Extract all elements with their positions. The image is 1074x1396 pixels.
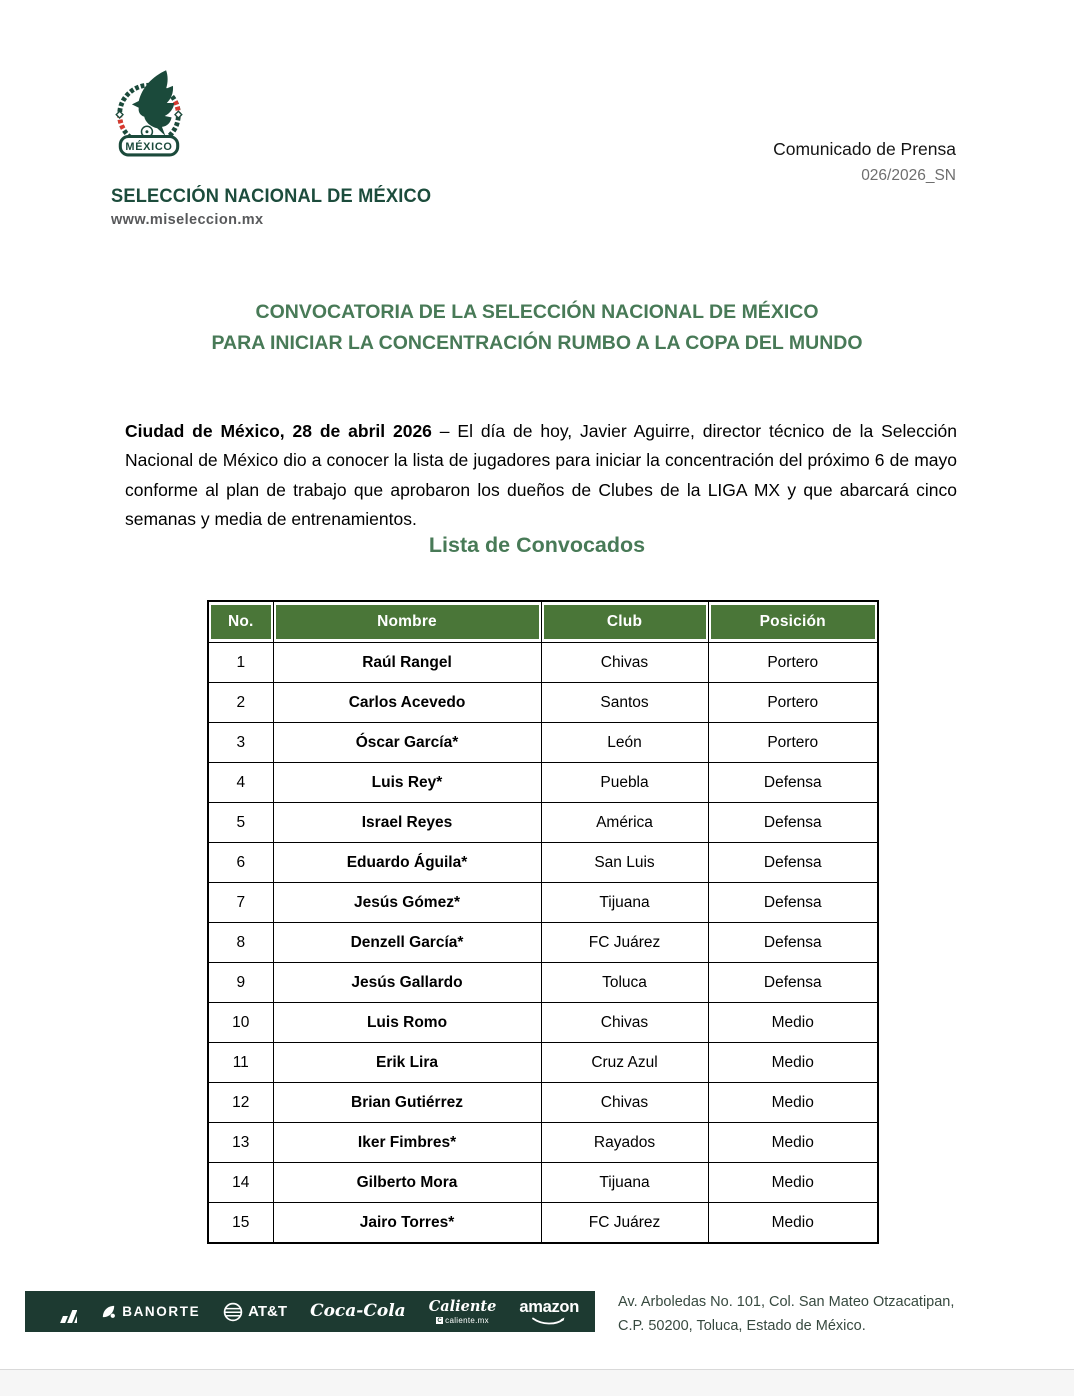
cell-club: Chivas <box>541 1003 708 1043</box>
col-header-posicion: Posición <box>708 601 878 643</box>
cell-nombre: Jairo Torres* <box>273 1203 541 1244</box>
cell-posicion: Medio <box>708 1003 878 1043</box>
table-row <box>208 1203 878 1244</box>
document-title <box>0 297 1074 359</box>
page-edge <box>0 1369 1074 1396</box>
adidas-logo <box>47 1301 77 1323</box>
squad-table <box>207 600 879 1244</box>
table-row <box>208 803 878 843</box>
cell-no: 7 <box>208 883 273 923</box>
dateline: Ciudad de México, 28 de abril 2026 <box>125 420 432 441</box>
cell-posicion: Portero <box>708 643 878 683</box>
col-header-club: Club <box>541 601 708 643</box>
logo-mexico-label: MÉXICO <box>125 140 173 153</box>
cell-posicion: Portero <box>708 683 878 723</box>
table-row <box>208 1123 878 1163</box>
cell-posicion: Portero <box>708 723 878 763</box>
press-release-number: 026/2026_SN <box>861 167 956 184</box>
table-row <box>208 1083 878 1123</box>
body-paragraph <box>125 417 957 535</box>
cell-nombre: Iker Fimbres* <box>273 1123 541 1163</box>
press-release-header <box>773 139 956 185</box>
cell-posicion: Defensa <box>708 803 878 843</box>
cell-no: 14 <box>208 1163 273 1203</box>
cell-no: 11 <box>208 1043 273 1083</box>
document-title-line2: PARA INICIAR LA CONCENTRACIÓN RUMBO A LA COPA DEL MUNDO <box>211 332 863 354</box>
cell-club: Chivas <box>541 1083 708 1123</box>
sponsor-bar <box>25 1291 595 1332</box>
caliente-script: Caliente <box>428 1298 497 1315</box>
coca-cola-script: Coca-Cola <box>310 1301 406 1321</box>
table-row <box>208 723 878 763</box>
cell-club: León <box>541 723 708 763</box>
att-globe-icon <box>223 1302 243 1322</box>
cell-nombre: Luis Romo <box>273 1003 541 1043</box>
cell-posicion: Medio <box>708 1203 878 1244</box>
table-row <box>208 1163 878 1203</box>
cell-club: FC Juárez <box>541 923 708 963</box>
cell-club: Toluca <box>541 963 708 1003</box>
cell-no: 5 <box>208 803 273 843</box>
amazon-logo <box>519 1298 579 1326</box>
cell-no: 13 <box>208 1123 273 1163</box>
cell-nombre: Denzell García* <box>273 923 541 963</box>
cell-no: 10 <box>208 1003 273 1043</box>
cell-no: 15 <box>208 1203 273 1244</box>
amazon-label: amazon <box>519 1297 579 1316</box>
address-line2: C.P. 50200, Toluca, Estado de México. <box>618 1317 866 1334</box>
cell-posicion: Defensa <box>708 763 878 803</box>
cell-no: 1 <box>208 643 273 683</box>
cell-nombre: Óscar García* <box>273 723 541 763</box>
att-label: AT&T <box>248 1303 288 1320</box>
cell-posicion: Defensa <box>708 963 878 1003</box>
cell-no: 2 <box>208 683 273 723</box>
cell-club: Tijuana <box>541 883 708 923</box>
cell-nombre: Luis Rey* <box>273 763 541 803</box>
table-row <box>208 763 878 803</box>
cell-posicion: Medio <box>708 1043 878 1083</box>
cell-club: Puebla <box>541 763 708 803</box>
cell-no: 8 <box>208 923 273 963</box>
cell-nombre: Erik Lira <box>273 1043 541 1083</box>
squad-table-body <box>208 643 878 1244</box>
caliente-logo <box>429 1298 497 1325</box>
cell-nombre: Brian Gutiérrez <box>273 1083 541 1123</box>
banorte-mark-icon <box>100 1303 117 1320</box>
cell-no: 6 <box>208 843 273 883</box>
table-row <box>208 923 878 963</box>
cell-club: Tijuana <box>541 1163 708 1203</box>
cell-nombre: Jesús Gallardo <box>273 963 541 1003</box>
cell-posicion: Medio <box>708 1123 878 1163</box>
cell-posicion: Defensa <box>708 883 878 923</box>
eagle-icon <box>132 70 174 136</box>
table-row <box>208 883 878 923</box>
address-line1: Av. Arboledas No. 101, Col. San Mateo Otzacatipan, <box>618 1294 955 1310</box>
cell-no: 12 <box>208 1083 273 1123</box>
list-title: Lista de Convocados <box>428 533 646 557</box>
coca-cola-logo <box>310 1303 406 1320</box>
cell-posicion: Defensa <box>708 923 878 963</box>
cell-nombre: Eduardo Águila* <box>273 843 541 883</box>
cell-nombre: Gilberto Mora <box>273 1163 541 1203</box>
cell-club: Santos <box>541 683 708 723</box>
table-row <box>208 683 878 723</box>
cell-posicion: Medio <box>708 1083 878 1123</box>
address-block <box>618 1291 954 1338</box>
cell-club: Chivas <box>541 643 708 683</box>
cell-club: FC Juárez <box>541 1203 708 1244</box>
cell-no: 9 <box>208 963 273 1003</box>
cell-nombre: Israel Reyes <box>273 803 541 843</box>
document-title-line1: CONVOCATORIA DE LA SELECCIÓN NACIONAL DE MÉXICO <box>255 301 819 323</box>
cell-posicion: Medio <box>708 1163 878 1203</box>
cell-no: 4 <box>208 763 273 803</box>
table-row <box>208 643 878 683</box>
cell-posicion: Defensa <box>708 843 878 883</box>
adidas-stripes-icon <box>47 1301 77 1323</box>
org-website: www.miseleccion.mx <box>111 212 264 228</box>
cell-nombre: Carlos Acevedo <box>273 683 541 723</box>
table-header-row <box>208 601 878 643</box>
amazon-smile-icon <box>531 1317 567 1326</box>
fmf-mexico-crest-icon <box>108 68 190 164</box>
table-row <box>208 1043 878 1083</box>
cell-nombre: Raúl Rangel <box>273 643 541 683</box>
banorte-logo <box>100 1303 200 1320</box>
col-header-no: No. <box>208 601 273 643</box>
paragraph-text: – El día de hoy, Javier Aguirre, director técnico de la Selección Nacional de México dio a conocer la lista de jugadores para iniciar la concentración del próximo 6 de mayo conforme al plan de trabajo que aprobaron los dueños de Clubes de la LIGA MX y que abarcará cinco semanas y media de entrenamientos. <box>125 420 957 529</box>
caliente-square-icon: C <box>437 1317 442 1324</box>
cell-no: 3 <box>208 723 273 763</box>
banorte-label: BANORTE <box>122 1303 201 1319</box>
cell-nombre: Jesús Gómez* <box>273 883 541 923</box>
cell-club: Rayados <box>541 1123 708 1163</box>
table-row <box>208 843 878 883</box>
cell-club: San Luis <box>541 843 708 883</box>
org-name: SELECCIÓN NACIONAL DE MÉXICO <box>111 186 432 207</box>
col-header-nombre: Nombre <box>273 601 541 643</box>
press-release-title: Comunicado de Prensa <box>773 139 956 159</box>
cell-club: América <box>541 803 708 843</box>
table-row <box>208 963 878 1003</box>
table-row <box>208 1003 878 1043</box>
att-logo <box>223 1302 287 1322</box>
caliente-url: caliente.mx <box>445 1316 489 1325</box>
cell-club: Cruz Azul <box>541 1043 708 1083</box>
